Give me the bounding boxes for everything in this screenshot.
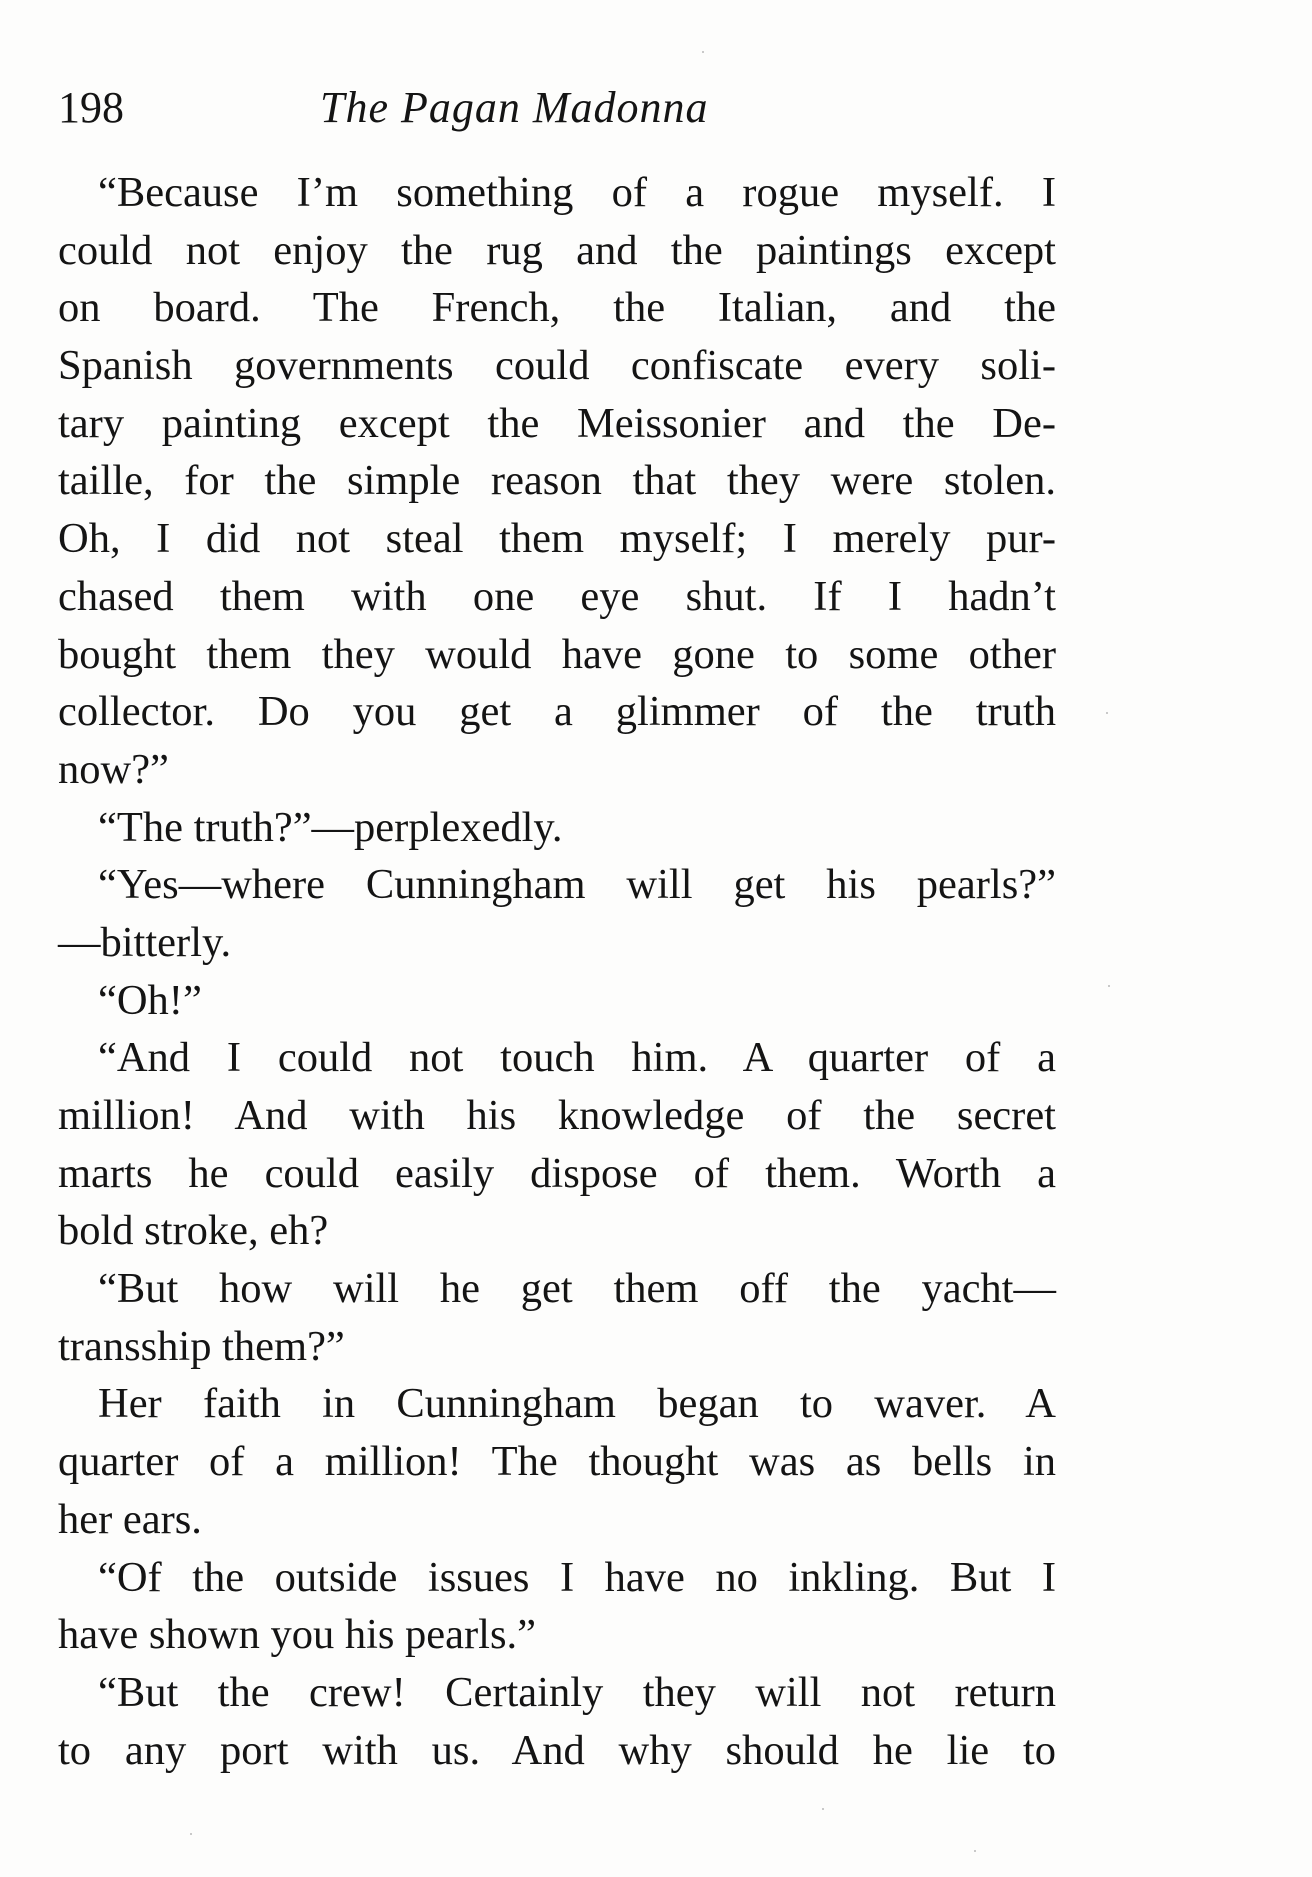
text-line: transship them?” bbox=[58, 1322, 345, 1370]
text-line: “Because I’m something of a rogue myself. I bbox=[98, 169, 1056, 216]
scan-speck bbox=[1106, 712, 1108, 714]
text-line: “Of the outside issues I have no inkling. But I bbox=[98, 1553, 1056, 1601]
text-line: —bitterly. bbox=[58, 918, 232, 966]
text-line: “The truth?”—perplexedly. bbox=[98, 803, 563, 851]
text-line: now?” bbox=[58, 745, 169, 793]
text-line: on board. The French, the Italian, and the bbox=[58, 284, 1056, 332]
scan-speck bbox=[822, 1808, 824, 1810]
scan-speck bbox=[190, 1833, 192, 1835]
text-line: bought them they would have gone to some other bbox=[58, 630, 1056, 678]
scan-speck bbox=[702, 51, 704, 53]
text-line: “And I could not touch him. A quarter of a bbox=[98, 1034, 1056, 1082]
text-line: “Yes—where Cunningham will get his pearls?” bbox=[98, 861, 1056, 909]
text-line: Oh, I did not steal them myself; I merely pur- bbox=[58, 515, 1056, 563]
text-line: “But how will he get them off the yacht— bbox=[98, 1265, 1056, 1313]
text-line: “But the crew! Certainly they will not return bbox=[98, 1668, 1056, 1716]
text-line: collector. Do you get a glimmer of the truth bbox=[58, 688, 1056, 736]
text-line: could not enjoy the rug and the paintings except bbox=[58, 226, 1056, 274]
text-line: her ears. bbox=[58, 1495, 202, 1543]
text-line: have shown you his pearls.” bbox=[58, 1611, 537, 1659]
scan-speck bbox=[974, 1850, 976, 1852]
text-line: million! And with his knowledge of the secret bbox=[58, 1092, 1056, 1139]
running-title: The Pagan Madonna bbox=[320, 83, 709, 132]
text-line: chased them with one eye shut. If I hadn’t bbox=[58, 572, 1056, 620]
page-number: 198 bbox=[58, 83, 124, 132]
text-line: taille, for the simple reason that they were stolen. bbox=[58, 457, 1056, 505]
text-line: marts he could easily dispose of them. Worth a bbox=[58, 1149, 1056, 1197]
text-line: quarter of a million! The thought was as bells in bbox=[58, 1438, 1056, 1486]
text-line: Her faith in Cunningham began to waver. A bbox=[98, 1380, 1056, 1428]
text-line: Spanish governments could confiscate every soli- bbox=[58, 342, 1056, 390]
text-line: to any port with us. And why should he lie to bbox=[58, 1726, 1056, 1774]
page-header bbox=[58, 78, 1058, 138]
text-line: tary painting except the Meissonier and the De- bbox=[58, 399, 1056, 447]
text-line: bold stroke, eh? bbox=[58, 1207, 329, 1255]
text-line: “Oh!” bbox=[98, 976, 202, 1024]
scan-speck bbox=[1108, 985, 1110, 987]
body-text bbox=[58, 164, 1056, 1779]
